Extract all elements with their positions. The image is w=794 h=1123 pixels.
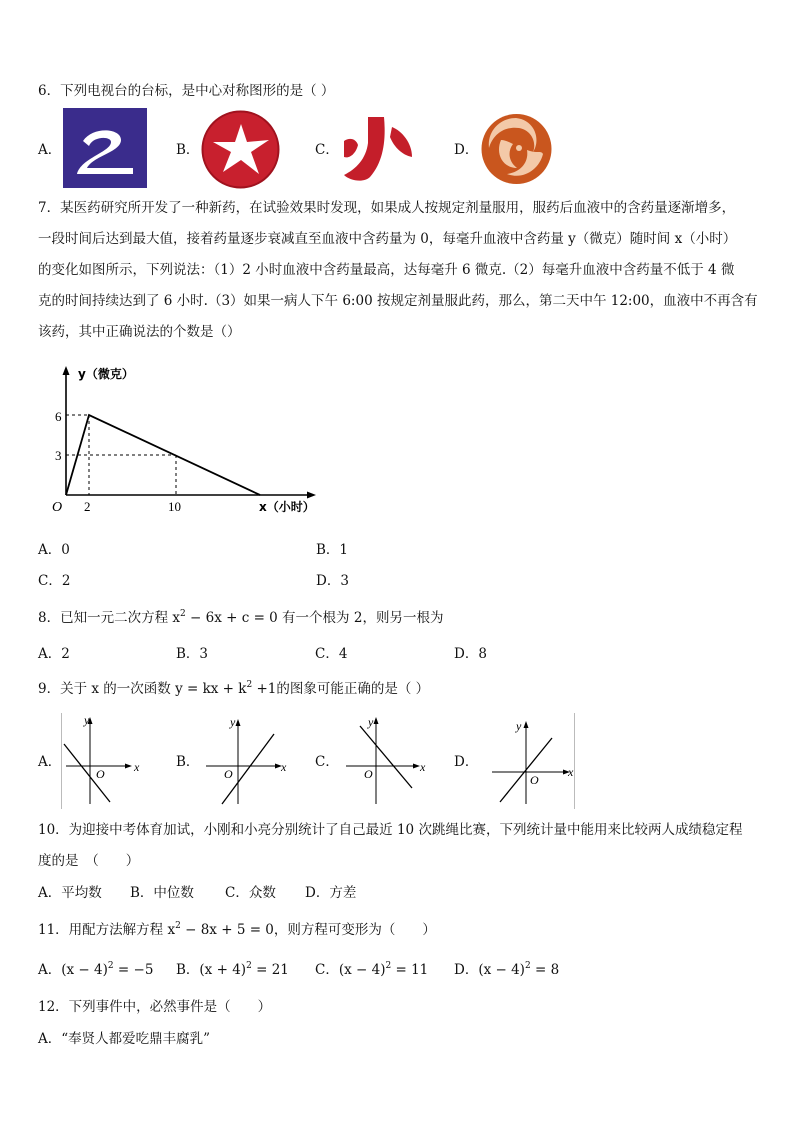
logo-b-image [201,110,280,189]
q11-a-sup: 2 [107,961,114,971]
q9-d-x: x [568,765,574,779]
logo-d-image [479,110,554,188]
q10-option-a: A．平均数 [38,885,102,901]
q11-b-pre: B．(x + 4) [176,962,247,978]
q11-option-d [454,960,559,980]
q7-line-5: 该药，其中正确说法的个数是（） [38,324,241,340]
q11-b-sup: 2 [246,961,252,971]
q6-option-d-label: D． [454,142,479,158]
q9-a-y: y [84,714,90,727]
q9-d-origin: O [530,773,539,787]
q8-stem [38,608,443,628]
q6-stem: 6．下列电视台的台标，是中心对称图形的是（ ） [38,83,335,99]
q7-option-b: B．1 [316,542,349,558]
q7-x-tick-2: 2 [84,499,91,514]
q9-c-origin: O [364,767,373,781]
q11-a-post: = −5 [113,962,154,978]
q7-graph [44,362,344,522]
q11-stem-sup: 2 [175,921,181,931]
q10-option-b: B．中位数 [130,885,194,901]
q9-graph-d [488,714,574,808]
q9-stem-pre: 9．关于 x 的一次函数 y = kx + k [38,681,247,697]
q7-y-label: y（微克） [78,367,134,381]
logo-c-image [340,113,414,185]
q6-option-a-label: A． [38,142,62,158]
q9-stem-post: +1的图象可能正确的是（ ） [252,681,430,697]
q11-option-b [176,960,289,980]
q11-option-a [38,960,153,980]
q8-stem-pre: 8．已知一元二次方程 x [38,610,180,626]
q9-b-y: y [230,715,236,729]
q9-graph-b [202,714,292,808]
q6-option-c-label: C． [315,142,339,158]
q7-line-1: 7．某医药研究所开发了一种新药，在试验效果时发现，如果成人按规定剂量服用，服药后血液中的含药量逐渐增多， [38,200,736,216]
q9-b-x: x [281,760,287,774]
q9-graph-a [62,714,152,808]
q9-stem-sup: 2 [246,680,253,690]
q9-stem [38,679,429,699]
q11-c-pre: C．(x − 4) [315,962,386,978]
q7-y-tick-3: 3 [55,448,62,463]
q11-c-post: = 11 [391,962,429,978]
q9-c-x: x [420,760,426,774]
q11-d-pre: D．(x − 4) [454,962,525,978]
q8-option-d: D．8 [454,646,487,662]
q8-stem-sup: 2 [180,609,186,619]
q9-d-y: y [516,719,522,733]
q11-stem-pre: 11．用配方法解方程 x [38,922,176,938]
q7-y-tick-6: 6 [55,409,62,424]
q7-option-d: D．3 [316,573,349,589]
q9-graph-c [342,714,432,808]
q7-line-3: 的变化如图所示，下列说法：（1）2 小时血液中含药量最高，达每毫升 6 微克.（2）每毫升血液中含药量不低于 4 微 [38,262,735,278]
q12-option-a: A．“奉贤人都爱吃鼎丰腐乳” [38,1031,211,1047]
q7-line-2: 一段时间后达到最大值，接着药量逐步衰减直至血液中含药量为 0，每毫升血液中含药量 y（微克）随时间 x（小时） [38,231,737,247]
q9-a-x: x [134,760,140,774]
q11-stem [38,920,436,940]
q11-stem-post: − 8x + 5 = 0，则方程可变形为（ ） [180,922,436,938]
q9-option-a-label: A． [38,754,62,770]
logo-a-image [63,108,147,188]
q9-a-origin: O [96,767,105,781]
q11-option-c [315,960,428,980]
q8-option-a: A．2 [38,646,70,662]
q11-b-post: = 21 [251,962,289,978]
q7-x-tick-10: 10 [168,499,181,514]
q9-option-d-label: D． [454,754,479,770]
q11-c-sup: 2 [385,961,392,971]
q7-option-a: A．0 [38,542,70,558]
q7-line-4: 克的时间持续达到了 6 小时.（3）如果一病人下午 6:00 按规定剂量服此药，那么，第二天中午 12:00，血液中不再含有 [38,293,758,309]
q8-option-b: B．3 [176,646,209,662]
q12-stem: 12．下列事件中，必然事件是（ ） [38,999,272,1015]
q7-option-c: C．2 [38,573,71,589]
q7-x-label: x（小时） [259,500,315,514]
q10-option-d: D．方差 [305,885,357,901]
q10-line-2: 度的是 （ ） [38,853,140,869]
q9-option-b-label: B． [176,754,200,770]
q10-option-c: C．众数 [225,885,276,901]
q10-line-1: 10．为迎接中考体育加试，小刚和小亮分别统计了自己最近 10 次跳绳比赛，下列统计量中能用来比较两人成绩稳定程 [38,822,743,838]
q9-b-origin: O [224,767,233,781]
q11-d-sup: 2 [524,961,531,971]
q8-option-c: C．4 [315,646,348,662]
q11-a-pre: A．(x − 4) [38,962,108,978]
q8-stem-post: − 6x + c = 0 有一个根为 2，则另一根为 [185,610,444,626]
q11-d-post: = 8 [530,962,560,978]
q9-c-y: y [368,715,374,729]
q7-origin: O [52,500,63,515]
q6-option-b-label: B． [176,142,200,158]
q9-option-c-label: C． [315,754,339,770]
